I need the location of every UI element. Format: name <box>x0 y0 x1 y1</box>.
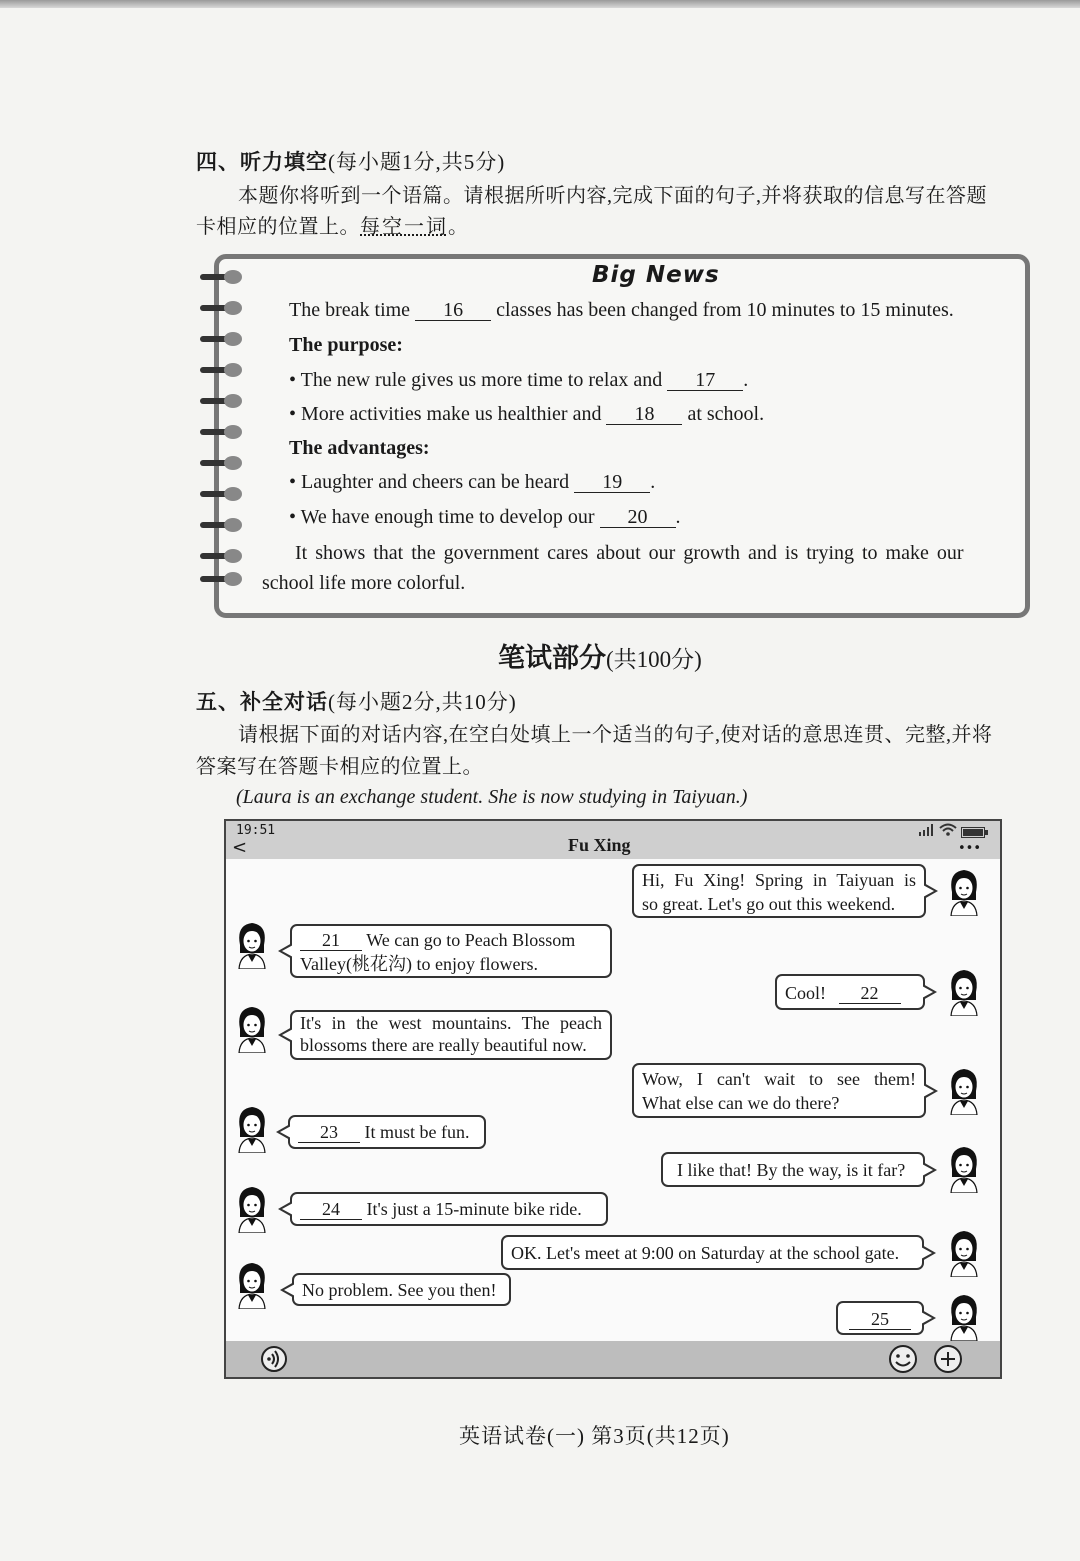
message-fuxing-5 <box>292 1273 511 1306</box>
message-line: OK. Let's meet at 9:00 on Saturday at the school gate. <box>511 1243 900 1263</box>
section4-heading <box>196 146 505 176</box>
sentence-text: The break time <box>289 299 411 321</box>
ring <box>200 572 244 586</box>
written-part-title: 笔试部分 <box>498 643 606 673</box>
message-laura-1 <box>632 864 926 918</box>
dialogue-context: (Laura is an exchange student. She is now studying in Taiyuan.) <box>236 786 748 808</box>
message-line: It must be fun. <box>364 1122 470 1142</box>
answer-blank-17[interactable]: 17 <box>667 370 743 391</box>
avatar-laura <box>946 1291 982 1341</box>
avatar-fu-xing <box>234 1259 270 1309</box>
message-line: Wow, I can't wait to see them! <box>642 1069 916 1089</box>
message-line: No problem. See you then! <box>302 1280 497 1300</box>
sentence-text: . <box>675 506 681 528</box>
wifi-icon <box>939 823 957 841</box>
emoji-icon[interactable] <box>888 1344 918 1379</box>
advantages-label: The advantages: <box>289 437 430 459</box>
signal-icon <box>918 823 936 841</box>
avatar-fu-xing <box>234 1103 270 1153</box>
phone-header-bar <box>226 821 1000 859</box>
answer-blank-24[interactable]: 24 <box>300 1199 362 1220</box>
written-part-heading <box>498 636 702 675</box>
notebook-closing-line1: It shows that the government cares about our growth and is trying to make our <box>295 542 964 564</box>
phone-input-bar <box>226 1341 1000 1377</box>
ring <box>200 270 244 284</box>
ring <box>200 456 244 470</box>
message-line: We can go to Peach Blossom <box>366 930 576 950</box>
section4-score: (每小题1分,共5分) <box>328 150 506 174</box>
answer-blank-23[interactable]: 23 <box>298 1122 360 1143</box>
avatar-laura <box>946 866 982 916</box>
message-line: I like that! By the way, is it far? <box>677 1160 906 1180</box>
avatar-fu-xing <box>234 1183 270 1233</box>
message-laura-4 <box>661 1152 925 1187</box>
message-laura-3 <box>632 1063 926 1118</box>
answer-blank-22[interactable]: 22 <box>839 983 901 1004</box>
back-button[interactable]: < <box>232 837 248 858</box>
purpose-point-1 <box>289 369 748 392</box>
ring <box>200 332 244 346</box>
section5-score: (每小题2分,共10分) <box>328 690 517 714</box>
section5-instruction-line2: 答案写在答题卡相应的位置上。 <box>196 756 483 778</box>
advantage-point-1 <box>289 471 655 494</box>
avatar-laura <box>946 1065 982 1115</box>
avatar-laura <box>946 1143 982 1193</box>
page-footer: 英语试卷(一) 第3页(共12页) <box>459 1424 730 1448</box>
add-icon[interactable] <box>933 1344 963 1379</box>
section5-heading <box>196 686 517 716</box>
notebook-title: Big News <box>592 262 720 288</box>
sentence-text: • Laughter and cheers can be heard <box>289 471 570 493</box>
message-line: What else can we do there? <box>642 1093 840 1113</box>
ring <box>200 549 244 563</box>
message-fuxing-1 <box>290 924 612 978</box>
message-line: Cool! <box>785 983 827 1003</box>
ring <box>200 518 244 532</box>
scan-edge <box>0 0 1080 8</box>
sentence-text: at school. <box>687 403 765 425</box>
avatar-fu-xing <box>234 1003 270 1053</box>
answer-blank-21[interactable]: 21 <box>300 930 362 951</box>
avatar-laura <box>946 1227 982 1277</box>
ring <box>200 487 244 501</box>
chat-contact-name: Fu Xing <box>568 835 631 855</box>
message-line: It's just a 15-minute bike ride. <box>366 1199 582 1219</box>
message-line: Hi, Fu Xing! Spring in Taiyuan is <box>642 870 916 890</box>
message-line: Valley(桃花沟) to enjoy flowers. <box>300 954 538 974</box>
answer-blank-18[interactable]: 18 <box>606 404 682 425</box>
section5-title: 五、补全对话 <box>196 690 328 714</box>
answer-blank-20[interactable]: 20 <box>600 507 676 528</box>
ring <box>200 425 244 439</box>
message-fuxing-3 <box>288 1115 486 1149</box>
answer-blank-25[interactable]: 25 <box>849 1309 911 1330</box>
sentence-text: • We have enough time to develop our <box>289 506 595 528</box>
purpose-point-2 <box>289 403 764 426</box>
message-line: so great. Let's go out this weekend. <box>642 894 896 914</box>
status-time: 19:51 <box>236 823 276 838</box>
section5-instruction-line1: 请根据下面的对话内容,在空白处填上一个适当的句子,使对话的意思连贯、完整,并将 <box>238 724 993 746</box>
message-fuxing-4 <box>290 1192 608 1226</box>
instruction-emphasis: 每空一词 <box>360 216 448 238</box>
section4-instruction-line1: 本题你将听到一个语篇。请根据所听内容,完成下面的句子,并将获取的信息写在答题 <box>238 185 987 207</box>
notebook-closing-line2: school life more colorful. <box>262 572 466 594</box>
message-laura-6 <box>836 1301 924 1335</box>
sentence-text: classes has been changed from 10 minutes to 15 minutes. <box>496 299 954 321</box>
section4-instruction-line2 <box>196 212 469 243</box>
instruction-text: 卡相应的位置上。 <box>196 216 360 238</box>
sentence-text: • The new rule gives us more time to relax and <box>289 369 663 391</box>
ring <box>200 301 244 315</box>
ring <box>200 394 244 408</box>
instruction-period: 。 <box>448 216 469 238</box>
sentence-text: • More activities make us healthier and <box>289 403 602 425</box>
section4-title: 四、听力填空 <box>196 150 328 174</box>
purpose-label: The purpose: <box>289 334 403 356</box>
message-line: It's in the west mountains. The peach <box>300 1013 602 1033</box>
answer-blank-19[interactable]: 19 <box>574 472 650 493</box>
avatar-fu-xing <box>234 919 270 969</box>
more-menu-button[interactable]: ••• <box>958 841 982 856</box>
voice-icon[interactable] <box>260 1345 288 1378</box>
ring <box>200 363 244 377</box>
avatar-laura <box>946 966 982 1016</box>
message-laura-5 <box>501 1235 924 1270</box>
answer-blank-16[interactable]: 16 <box>415 300 491 321</box>
message-fuxing-2 <box>290 1010 612 1060</box>
sentence-text: . <box>650 471 656 493</box>
notebook-sentence-1 <box>289 299 954 322</box>
written-part-score: (共100分) <box>606 647 702 672</box>
sentence-text: . <box>743 369 749 391</box>
message-laura-2 <box>775 974 925 1010</box>
advantage-point-2 <box>289 506 681 529</box>
message-line: blossoms there are really beautiful now. <box>300 1035 587 1055</box>
